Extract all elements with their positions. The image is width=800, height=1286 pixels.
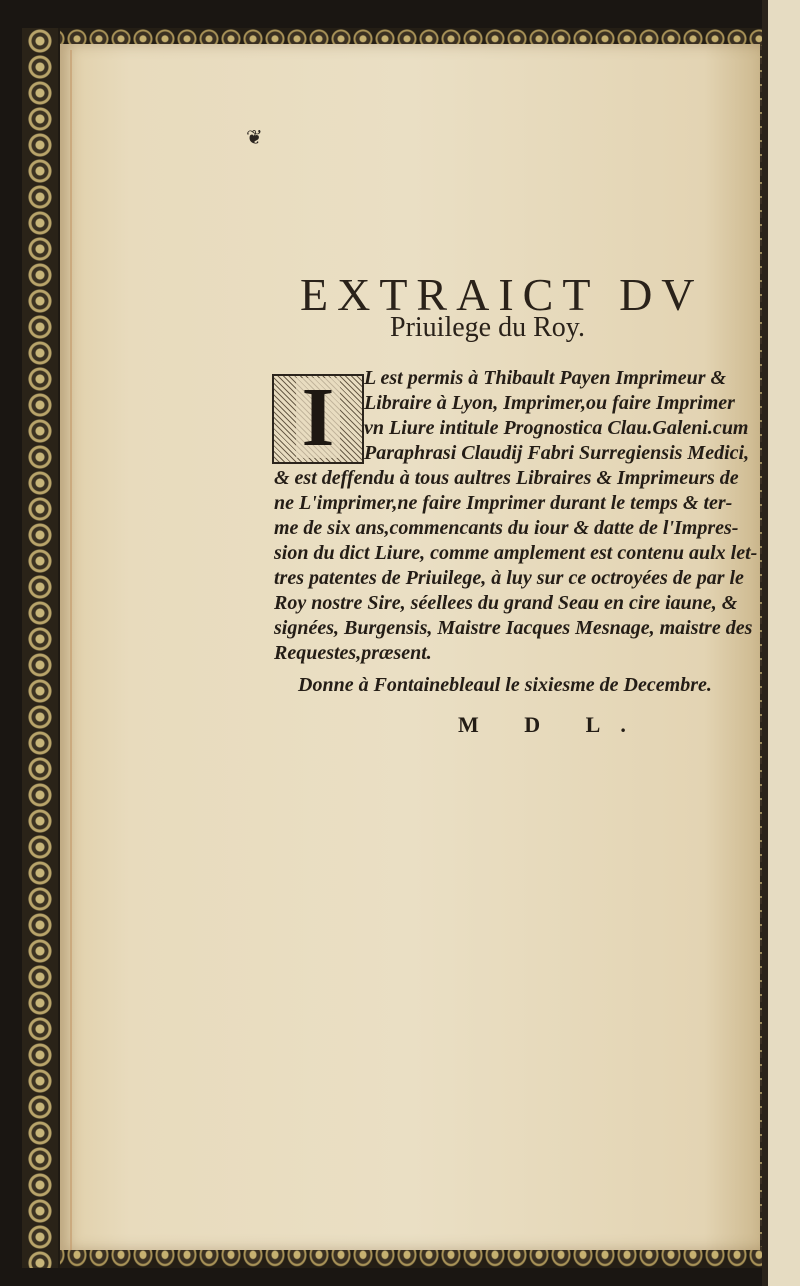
text-line: ne L'imprimer,ne faire Imprimer durant le temps & ter- <box>274 492 733 514</box>
gutter-line <box>70 50 72 1250</box>
text-line: vn Liure intitule Prognostica Clau.Galeni.cum <box>364 417 749 439</box>
text-line: me de six ans,commencants du iour & datte de l'Impres- <box>274 517 739 539</box>
text-line: Paraphrasi Claudij Fabri Surregiensis Medici, <box>364 442 750 464</box>
text-line: Libraire à Lyon, Imprimer,ou faire Imprimer <box>364 392 735 414</box>
page-subtitle: Priuilege du Roy. <box>390 312 585 343</box>
text-line: sion du dict Liure, comme amplement est contenu aulx let- <box>274 542 758 564</box>
decorative-left-border <box>22 28 60 1268</box>
show-through-text <box>220 134 230 181</box>
text-line: signées, Burgensis, Maistre Iacques Mesnage, maistre des <box>274 617 753 639</box>
printer-ornament-icon: ❦ <box>246 125 263 149</box>
facing-page-edge <box>762 0 800 1286</box>
text-line: tres patentes de Priuilege, à luy sur ce octroyées de par le <box>274 567 744 589</box>
date-line: Donne à Fontainebleaul le sixiesme de Decembre. <box>298 674 712 696</box>
page-title: EXTRAICT DV <box>300 269 704 320</box>
initial-letter: I <box>296 378 340 458</box>
text-line: & est deffendu à tous aultres Libraires & Imprimeurs de <box>274 467 739 489</box>
year-line: M D L. <box>458 712 646 737</box>
text-line: Requestes,præsent. <box>274 642 432 664</box>
text-line: L est permis à Thibault Payen Imprimeur & <box>364 367 727 389</box>
text-line: Roy nostre Sire, séellees du grand Seau en cire iaune, & <box>274 592 738 614</box>
decorated-initial <box>272 371 364 464</box>
